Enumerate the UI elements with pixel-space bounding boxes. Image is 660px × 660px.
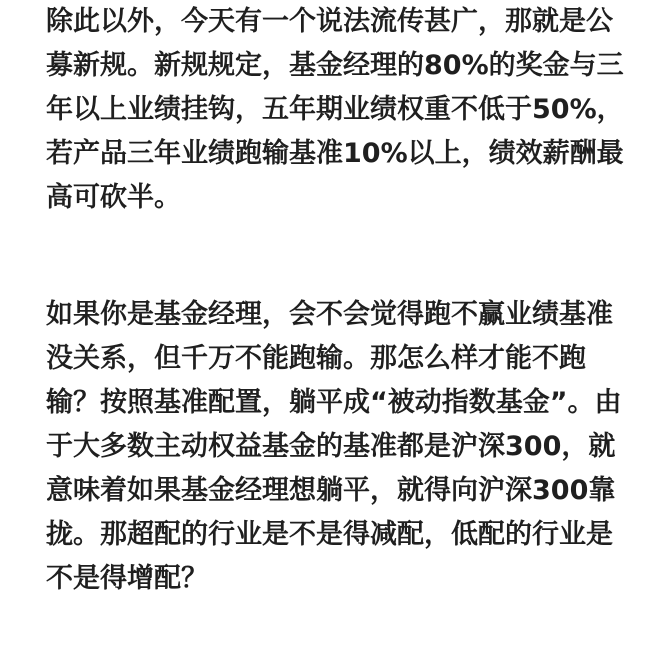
paragraph-1-line-4: 若产品三年业绩跑输基准10%以上，绩效薪酬最 — [46, 138, 624, 169]
paragraph-2-line-4: 于大多数主动权益基金的基准都是沪深300，就 — [46, 431, 616, 462]
paragraph-2-line-5: 意味着如果基金经理想躺平，就得向沪深300靠 — [46, 475, 616, 506]
paragraph-1-line-5: 高可砍半。 — [46, 182, 181, 213]
paragraph-1-line-2: 募新规。新规规定，基金经理的80%的奖金与三 — [46, 50, 624, 81]
paragraph-1-line-3: 年以上业绩挂钩，五年期业绩权重不低于50%， — [46, 94, 624, 125]
paragraph-2-line-6: 拢。那超配的行业是不是得减配，低配的行业是 — [46, 519, 613, 550]
paragraph-2-line-7: 不是得增配？ — [46, 563, 208, 594]
paragraph-2-line-3: 输？按照基准配置，躺平成“被动指数基金”。由 — [46, 387, 622, 418]
paragraph-1-line-1: 除此以外，今天有一个说法流传甚广，那就是公 — [46, 6, 613, 37]
paragraph-2-line-2: 没关系，但千万不能跑输。那怎么样才能不跑 — [46, 343, 586, 374]
paragraph-2-line-1: 如果你是基金经理，会不会觉得跑不赢业绩基准 — [46, 299, 613, 330]
